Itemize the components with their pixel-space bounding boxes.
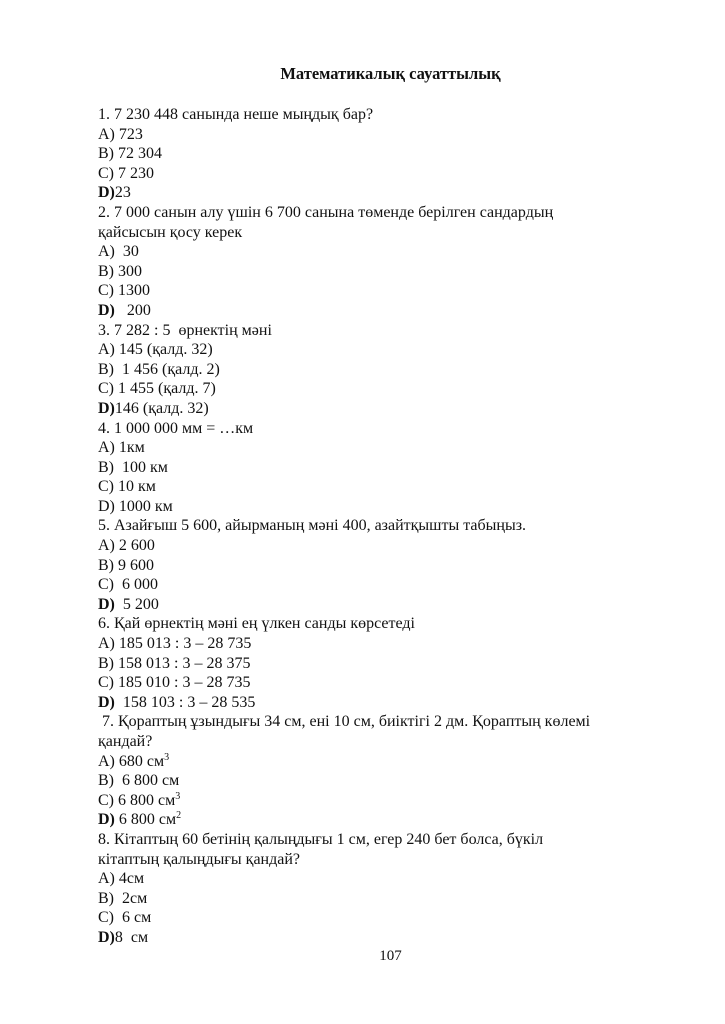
option-text: 30 [114,243,139,261]
option-text: 6 см [114,909,152,927]
option-label: C) [98,909,114,927]
answer-option [98,301,658,321]
option-label: B) [98,360,114,378]
answer-option [98,477,658,497]
option-text: 146 (қалд. 32) [114,399,209,417]
option-label: C) [98,380,114,398]
question-text: кітаптың қалыңдығы қандай? [98,850,301,868]
option-label: B) [98,654,114,672]
answer-option [98,595,658,615]
option-label: D) [98,811,115,829]
answer-option [98,438,658,458]
option-label: B) [98,145,114,163]
option-label: D) [98,497,115,515]
answer-option [98,399,658,419]
option-text: 72 304 [114,145,162,163]
answer-option [98,183,658,203]
answer-option [98,771,658,791]
answer-option [98,340,658,360]
answer-option [98,458,658,478]
answer-option [98,752,658,772]
option-label: B) [98,458,114,476]
option-label: A) [98,341,115,359]
option-label: A) [98,752,115,770]
question-1 [98,105,658,203]
question-list [98,105,658,948]
option-text: 200 [114,301,151,319]
answer-option [98,889,658,909]
option-text: 9 600 [114,556,154,574]
answer-option [98,693,658,713]
question-4 [98,419,658,517]
option-exponent: 3 [164,751,170,763]
option-label: B) [98,262,114,280]
answer-option [98,379,658,399]
question-text: 7. Қораптың ұзындығы 34 см, ені 10 см, биіктігі 2 дм. Қораптың көлемі [98,713,591,731]
option-label: D) [98,184,115,202]
option-text: 23 [114,184,131,202]
option-label: C) [98,164,114,182]
option-text: 6 800 см [114,791,176,809]
option-text: 1 455 (қалд. 7) [114,380,216,398]
answer-option [98,536,658,556]
option-text: 158 013 : 3 – 28 375 [114,654,251,672]
answer-option [98,556,658,576]
answer-option [98,281,658,301]
option-label: A) [98,635,115,653]
option-label: A) [98,537,115,555]
option-label: D) [98,693,115,711]
option-text: 300 [114,262,142,280]
option-label: C) [98,674,114,692]
option-label: A) [98,439,115,457]
page-number: 107 [379,948,402,964]
option-text: 1 456 (қалд. 2) [114,360,220,378]
question-5 [98,516,658,614]
question-text: қайсысын қосу керек [98,223,243,241]
option-text: 4см [114,870,145,888]
option-label: C) [98,478,114,496]
answer-option [98,673,658,693]
question-text: 2. 7 000 санын алу үшін 6 700 санына төменде берілген сандардың [98,203,554,221]
question-text: 1. 7 230 448 санында неше мыңдық бар? [98,106,374,123]
option-exponent: 3 [175,790,181,802]
option-text: 6 800 см [114,811,177,829]
option-text: 10 км [114,478,156,496]
option-text: 6 000 [114,576,158,594]
question-text: 8. Кітаптың 60 бетінің қалыңдығы 1 см, егер 240 бет болса, бүкіл [98,830,544,848]
question-8 [98,830,658,948]
option-label: C) [98,791,114,809]
answer-option [98,360,658,380]
question-text: қандай? [98,733,153,750]
answer-option [98,654,658,674]
answer-option [98,164,658,184]
question-3 [98,321,658,419]
option-label: D) [98,301,115,319]
option-text: 185 010 : 3 – 28 735 [114,674,251,692]
answer-option [98,928,658,948]
answer-option [98,242,658,262]
option-text: 185 013 : 3 – 28 735 [114,635,252,653]
option-text: 8 см [114,928,149,946]
answer-option [98,908,658,928]
question-text: 4. 1 000 000 мм = …км [98,419,254,437]
question-text: 3. 7 282 : 5 өрнектің мәні [98,321,272,339]
option-text: 6 800 см [114,772,180,790]
option-label: C) [98,282,114,300]
option-label: B) [98,556,114,574]
answer-option [98,575,658,595]
option-text: 5 200 [114,595,159,613]
option-text: 158 103 : 3 – 28 535 [114,693,256,711]
option-text: 1300 [114,282,150,300]
option-label: A) [98,870,115,888]
answer-option [98,125,658,145]
option-text: 723 [114,125,143,143]
question-text: 6. Қай өрнектің мәні ең үлкен санды көрсетеді [98,615,415,633]
answer-option [98,497,658,517]
answer-option [98,262,658,282]
question-6 [98,614,658,712]
answer-option [98,791,658,811]
option-label: D) [98,928,115,946]
question-2 [98,203,658,321]
option-label: D) [98,399,115,417]
option-label: B) [98,772,114,790]
answer-option [98,869,658,889]
question-7 [98,712,658,830]
option-text: 7 230 [114,164,154,182]
option-text: 145 (қалд. 32) [114,341,213,359]
option-label: A) [98,125,115,143]
answer-option [98,634,658,654]
page-title: Математикалық сауаттылық [280,64,501,83]
option-text: 2 600 [114,537,155,555]
option-text: 1км [114,439,145,457]
answer-option [98,144,658,164]
option-text: 2см [114,889,148,907]
option-label: D) [98,595,115,613]
option-label: A) [98,243,115,261]
option-exponent: 2 [176,810,182,822]
option-label: C) [98,576,114,594]
option-label: B) [98,889,114,907]
option-text: 680 см [114,752,165,770]
option-text: 100 км [114,458,168,476]
question-text: 5. Азайғыш 5 600, айырманың мәні 400, азайтқышты табыңыз. [98,517,527,535]
answer-option [98,810,658,830]
option-text: 1000 км [114,497,173,515]
